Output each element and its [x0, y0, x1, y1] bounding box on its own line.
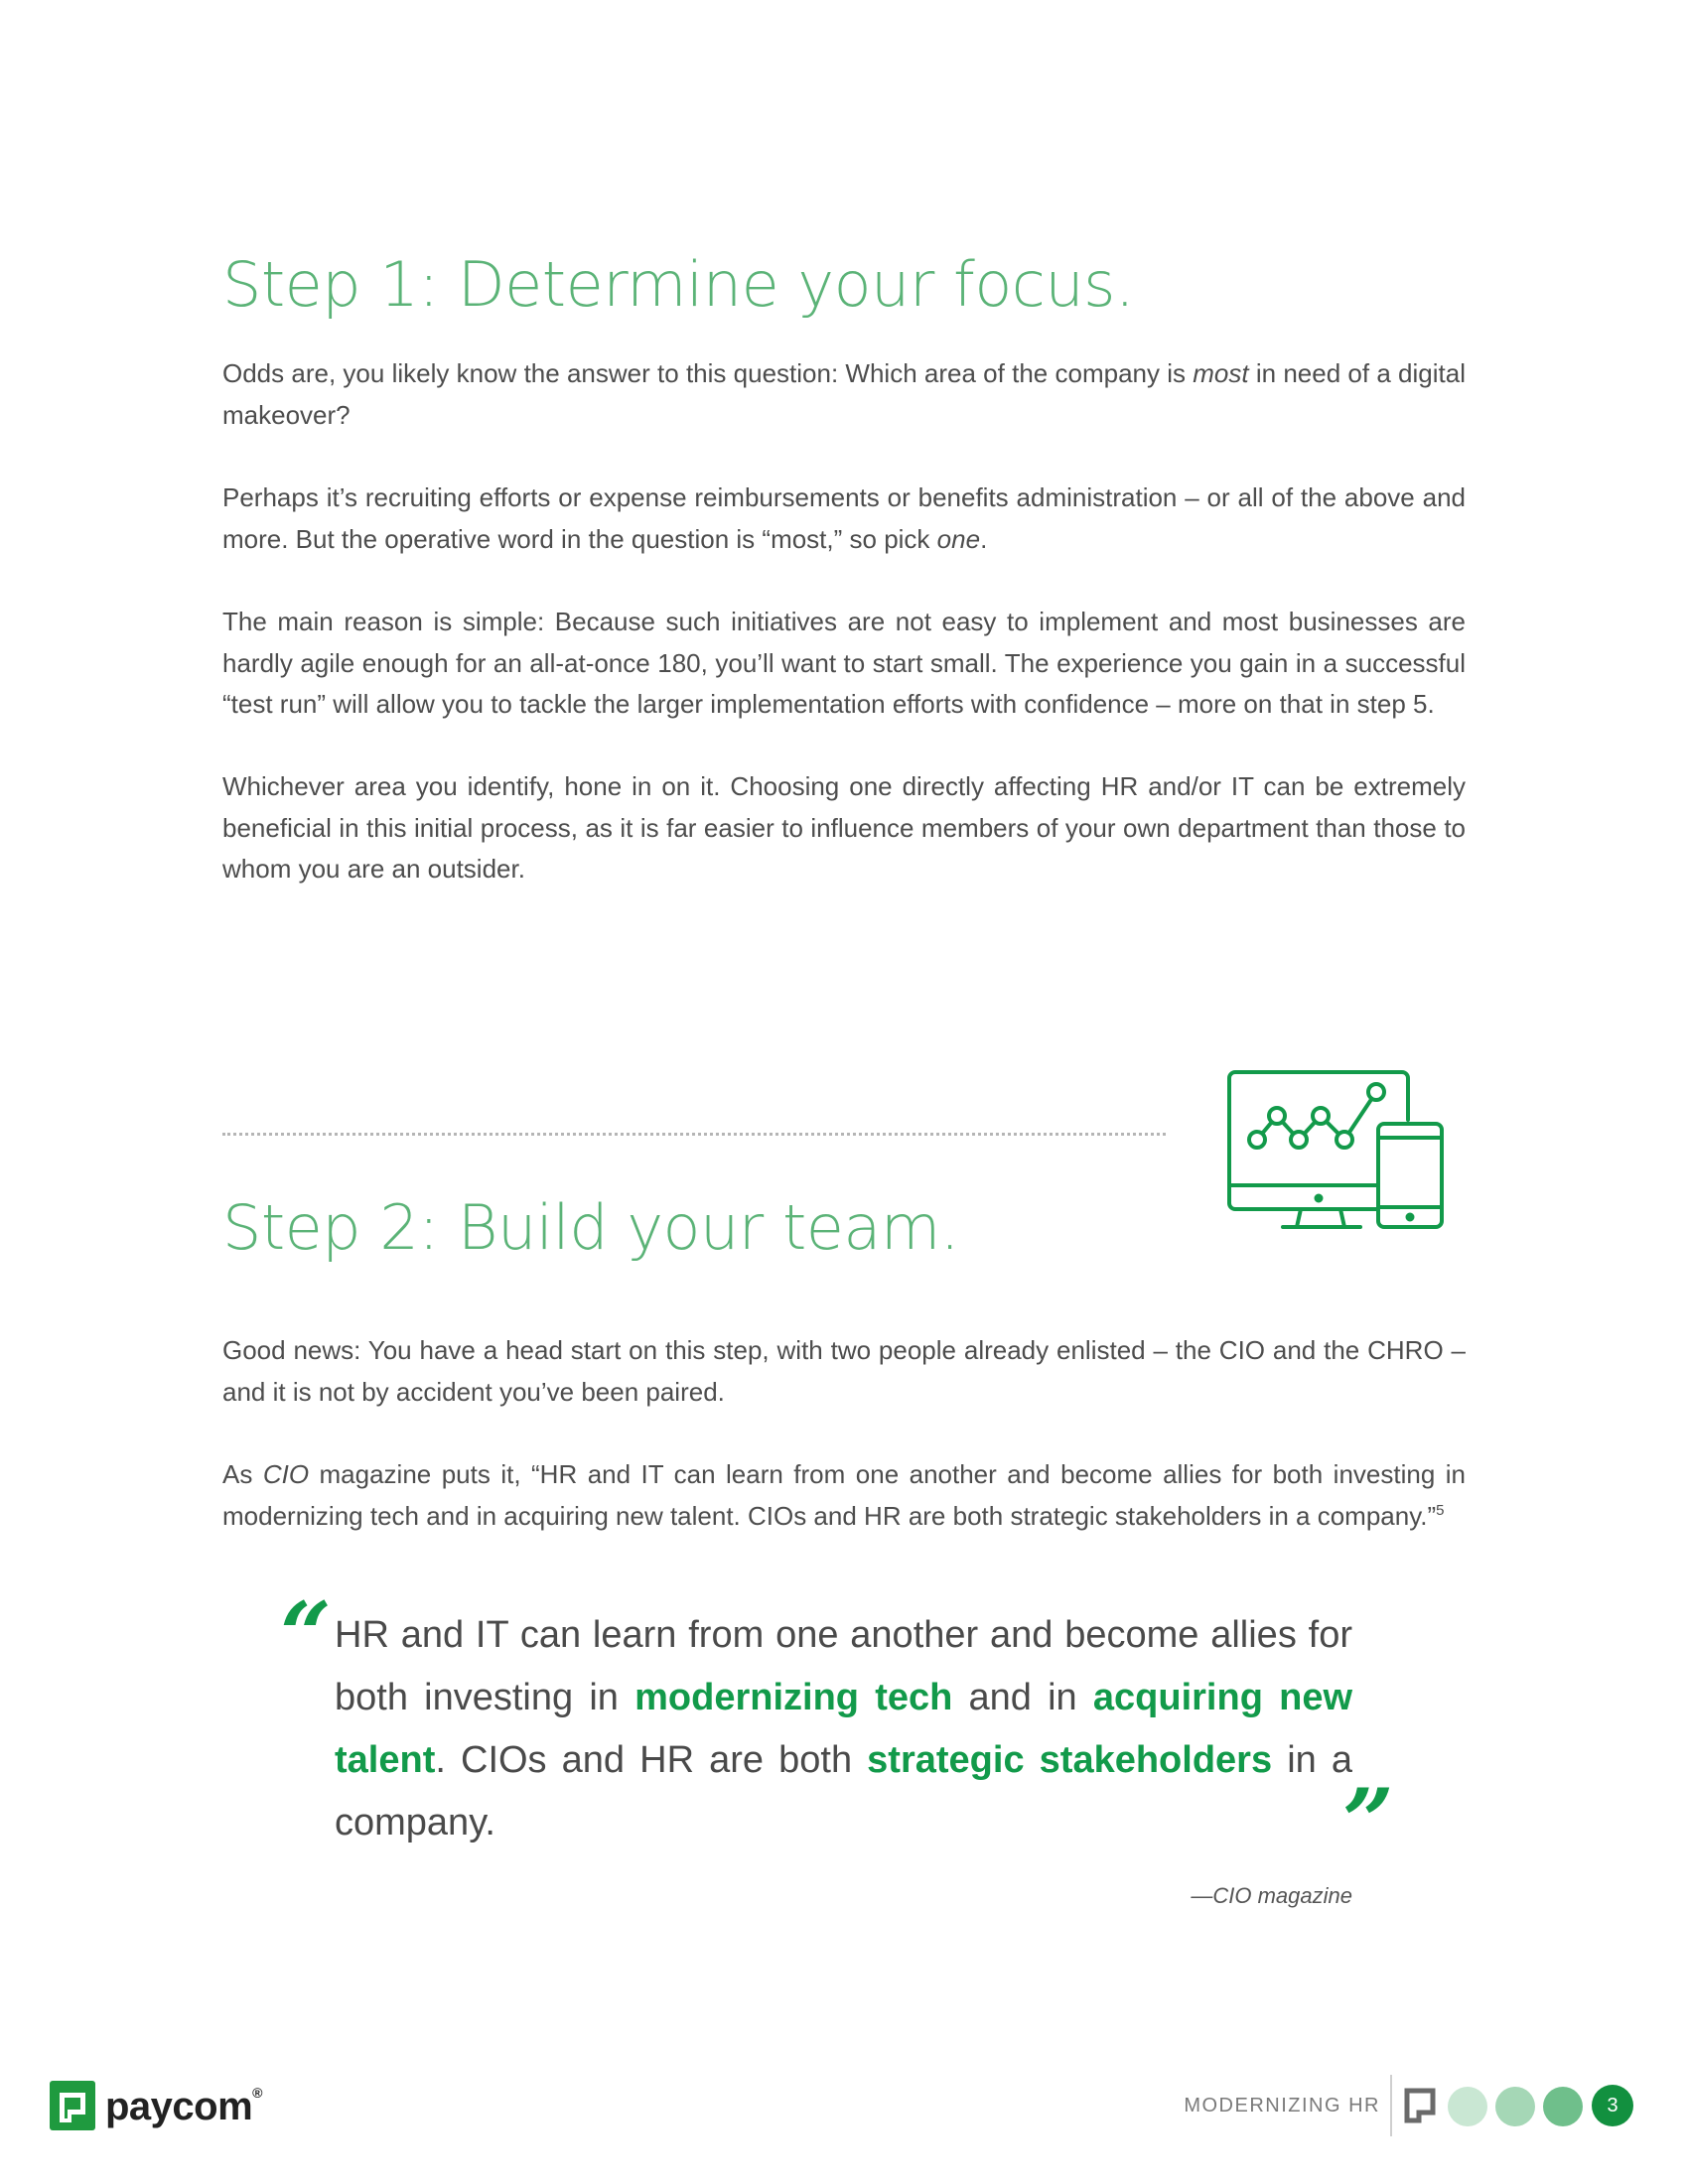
brand-name: paycom® [105, 2085, 262, 2128]
step2-paragraph-2: As CIO magazine puts it, “HR and IT can learn from one another and become allies for both investing in modernizing tech and in acquiring new talent. CIOs and HR are both strategic stakeholders in a company.”$^5$ [222, 1459, 1466, 1531]
step1-paragraph-1: Odds are, you likely know the answer to this question: Which area of the company is most in need of a digital makeover? [222, 358, 1466, 430]
page-number: 3 [1592, 2085, 1633, 2126]
paycom-square-icon [1404, 2088, 1436, 2123]
step1-paragraph-4: Whichever area you identify, hone in on it. Choosing one directly affecting HR and/or IT can be extremely beneficial in this initial process, as it is far easier to influence members of your own department than those to whom you are an outsider. [222, 771, 1466, 884]
progress-dot-2 [1495, 2087, 1535, 2126]
footer-doc-title: MODERNIZING HR [1184, 2095, 1380, 2116]
progress-dot-3 [1543, 2087, 1583, 2126]
pull-quote: HR and IT can learn from one another and become allies for both investing in modernizing tech and in acquiring new talent. CIOs and HR are both strategic stakeholders in a company. [335, 1614, 1353, 1843]
monitor-chart-icon [1227, 1070, 1448, 1231]
footer-separator [1390, 2075, 1392, 2136]
step1-heading: Step 1: Determine your focus. [222, 248, 1135, 321]
close-quote-mark: ” [1342, 1769, 1394, 1874]
step2-heading: Step 2: Build your team. [222, 1191, 959, 1264]
open-quote-mark: “ [280, 1582, 332, 1688]
paycom-logo-mark [50, 2081, 95, 2130]
step2-paragraph-1: Good news: You have a head start on this step, with two people already enlisted – the CIO and the CHRO – and it is not by accident you’ve been paired. [222, 1335, 1466, 1407]
smartphone-icon [1378, 1124, 1442, 1227]
paycom-logo [50, 2081, 278, 2134]
step1-paragraph-3: The main reason is simple: Because such initiatives are not easy to implement and most businesses are hardly agile enough for an all-at-once 180, you’ll want to start small. The experience you gain in a successful “test run” will allow you to tackle the larger implementation efforts with confidence – more on that in step 5. [222, 607, 1466, 719]
section-divider [222, 1133, 1166, 1136]
progress-dot-1 [1448, 2087, 1487, 2126]
quote-attribution: —CIO magazine [1191, 1883, 1352, 1908]
step1-paragraph-2: Perhaps it’s recruiting efforts or expense reimbursements or benefits administration – or all of the above and more. But the operative word in the question is “most,” so pick one. [222, 482, 1466, 554]
